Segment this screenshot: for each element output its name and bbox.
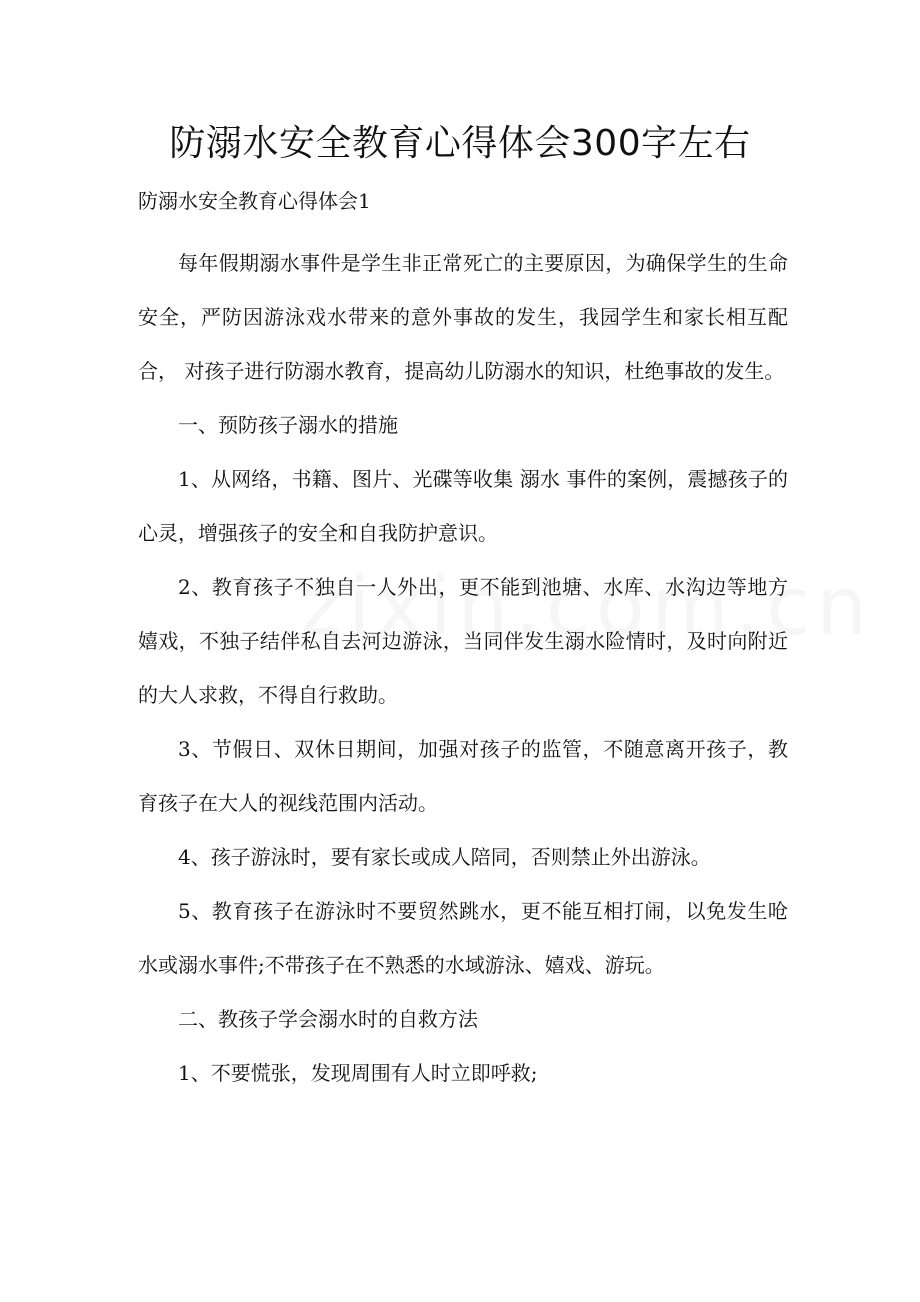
spacer <box>138 220 788 236</box>
section-subtitle: 防溺水安全教育心得体会1 <box>138 189 371 213</box>
heading-self-rescue: 二、教孩子学会溺水时的自救方法 <box>178 1007 478 1031</box>
paragraph-intro: 每年假期溺水事件是学生非正常死亡的主要原因，为确保学生的生命安全，严防因游泳戏水带来的意外事故的发生，我园学生和家长相互配合， 对孩子进行防溺水教育，提高幼儿防溺水的知识，杜绝事故的发生。 <box>138 251 788 383</box>
paragraph-item-5: 5、教育孩子在游泳时不要贸然跳水，更不能互相打闹，以免发生呛水或溺水事件;不带孩子在不熟悉的水域游泳、嬉戏、游玩。 <box>138 899 788 977</box>
paragraph-item-1: 1、从网络，书籍、图片、光碟等收集 溺水 事件的案例，震撼孩子的心灵，增强孩子的安全和自我防护意识。 <box>138 467 788 545</box>
heading-prevention-measures: 一、预防孩子溺水的措施 <box>178 413 398 437</box>
paragraph-item-2: 2、教育孩子不独自一人外出，更不能到池塘、水库、水沟边等地方嬉戏，不独子结伴私自去河边游泳，当同伴发生溺水险情时，及时向附近的大人求救，不得自行救助。 <box>138 575 788 707</box>
paragraph-item-3: 3、节假日、双休日期间，加强对孩子的监管，不随意离开孩子，教育孩子在大人的视线范围内活动。 <box>138 737 788 815</box>
document-body <box>138 182 788 1100</box>
paragraph-rescue-item-1: 1、不要慌张，发现周围有人时立即呼救; <box>178 1061 538 1085</box>
document-title: 防溺水安全教育心得体会300字左右 <box>169 123 751 164</box>
paragraph-item-4: 4、孩子游泳时，要有家长或成人陪同，否则禁止外出游泳。 <box>178 845 711 869</box>
